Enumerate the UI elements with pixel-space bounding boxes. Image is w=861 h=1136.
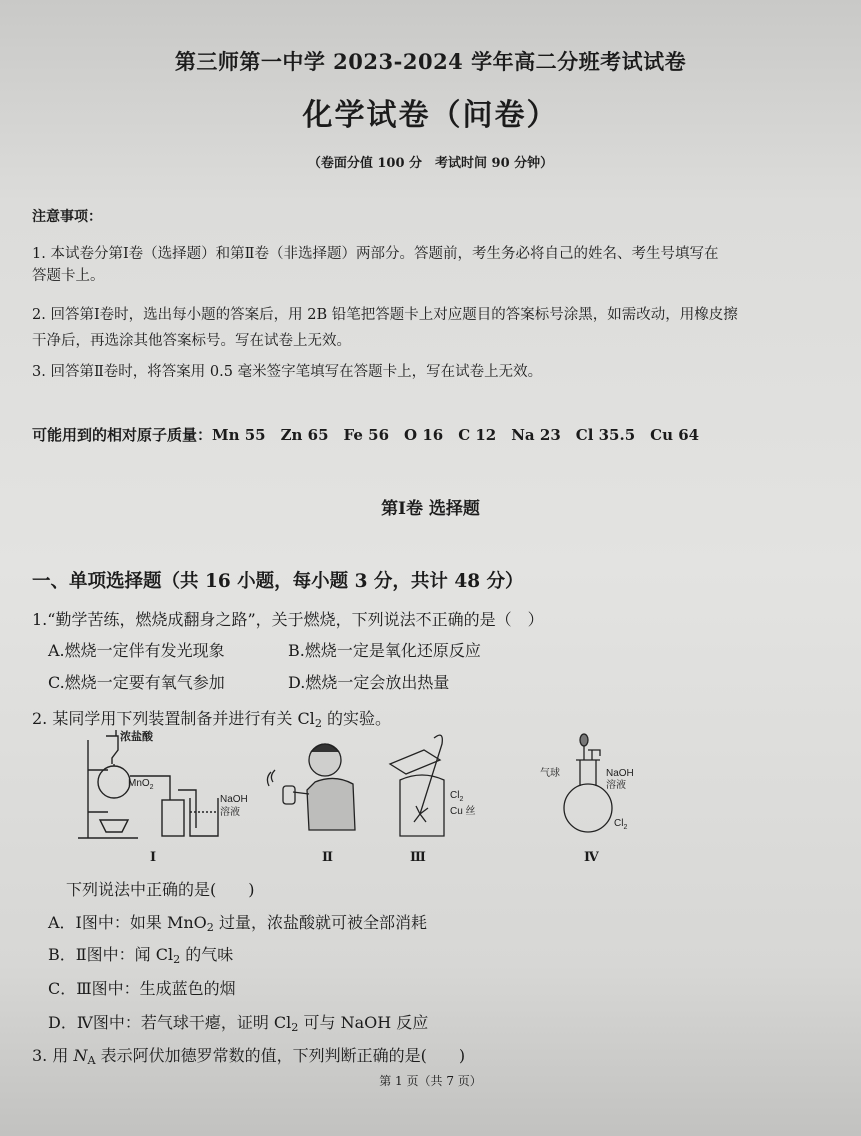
fig1-solution-label: 溶液	[220, 807, 240, 818]
notice-line-3: 2. 回答第Ⅰ卷时，选出每小题的答案后，用 2B 铅笔把答题卡上对应题目的答案标号涂黑，如需改动，用橡皮擦	[32, 307, 738, 323]
q2-option-b: B．Ⅱ图中：闻 $Cl_2$ 的气味	[48, 945, 234, 966]
apparatus-figures	[60, 730, 760, 870]
q1-stem: 1.“勤学苦练，燃烧成翻身之路”，关于燃烧，下列说法不正确的是（ ）	[32, 610, 544, 629]
notice-line-4: 干净后，再选涂其他答案标号。写在试卷上无效。	[32, 333, 351, 349]
notice-heading: 注意事项：	[32, 209, 102, 225]
q2-option-d: D．Ⅳ图中：若气球干瘪，证明 $Cl_2$ 可与 NaOH 反应	[48, 1013, 429, 1034]
fig3-cl2-label: $Cl_2$	[450, 790, 464, 803]
fig3-label: Ⅲ	[410, 850, 426, 865]
atomic-mass-line: 可能用到的相对原子质量：Mn 55 Zn 65 Fe 56 O 16 C 12 Na 23 Cl 35.5 Cu 64	[32, 426, 700, 444]
fig4-naoh-label: NaOH	[606, 768, 634, 779]
exam-title: 化学试卷（问卷）	[302, 98, 559, 133]
fig4-balloon-label: 气球	[540, 768, 560, 779]
fig4-label: Ⅳ	[584, 850, 599, 865]
school-header: 第三师第一中学 2023-2024 学年高二分班考试试卷	[174, 49, 687, 74]
part-title: 一、单项选择题（共 16 小题，每小题 3 分，共计 48 分）	[32, 571, 524, 592]
fig3-copper-burning-diagram	[380, 730, 500, 842]
q1-option-d: D.燃烧一定会放出热量	[288, 673, 450, 692]
q2-option-a: A．Ⅰ图中：如果 MnO$_2$ 过量，浓盐酸就可被全部消耗	[48, 913, 427, 934]
fig4-solution-label: 溶液	[606, 780, 626, 791]
fig1-label: Ⅰ	[150, 850, 157, 865]
q1-option-c: C.燃烧一定要有氧气参加	[48, 673, 225, 692]
q2-option-c: C．Ⅲ图中：生成蓝色的烟	[48, 979, 236, 998]
q2-stem: 2. 某同学用下列装置制备并进行有关 $Cl_2$ 的实验。	[32, 709, 392, 730]
q2-prompt: 下列说法中正确的是( )	[66, 880, 255, 899]
page-footer: 第 1 页（共 7 页）	[379, 1074, 482, 1088]
fig2-boy-smelling-diagram	[265, 730, 365, 842]
fig1-acid-label: 浓盐酸	[120, 731, 153, 743]
fig4-flask-balloon-diagram	[538, 730, 678, 842]
notice-line-2: 答题卡上。	[32, 268, 105, 284]
exam-meta: （卷面分值 100 分 考试时间 90 分钟）	[307, 156, 554, 171]
notice-line-1: 1. 本试卷分第Ⅰ卷（选择题）和第Ⅱ卷（非选择题）两部分。答题前，考生务必将自己的姓名、考生号填写在	[32, 246, 719, 262]
fig4-cl2-label: $Cl_2$	[614, 818, 628, 831]
notice-line-5: 3. 回答第Ⅱ卷时，将答案用 0.5 毫米签字笔填写在答题卡上，写在试卷上无效。	[32, 364, 543, 380]
q3-stem: 3. 用 $N_A$ 表示阿伏加德罗常数的值，下列判断正确的是( )	[32, 1046, 466, 1067]
section-title: 第Ⅰ卷 选择题	[381, 499, 480, 519]
q1-option-a: A.燃烧一定伴有发光现象	[48, 641, 225, 660]
fig1-mno2-label: MnO$_2$	[128, 778, 154, 791]
fig1-apparatus-diagram	[78, 730, 258, 848]
fig1-naoh-label: NaOH	[220, 794, 248, 805]
fig2-label: Ⅱ	[322, 850, 333, 865]
fig3-cu-label: Cu 丝	[450, 806, 476, 817]
q1-option-b: B.燃烧一定是氧化还原反应	[288, 641, 481, 660]
